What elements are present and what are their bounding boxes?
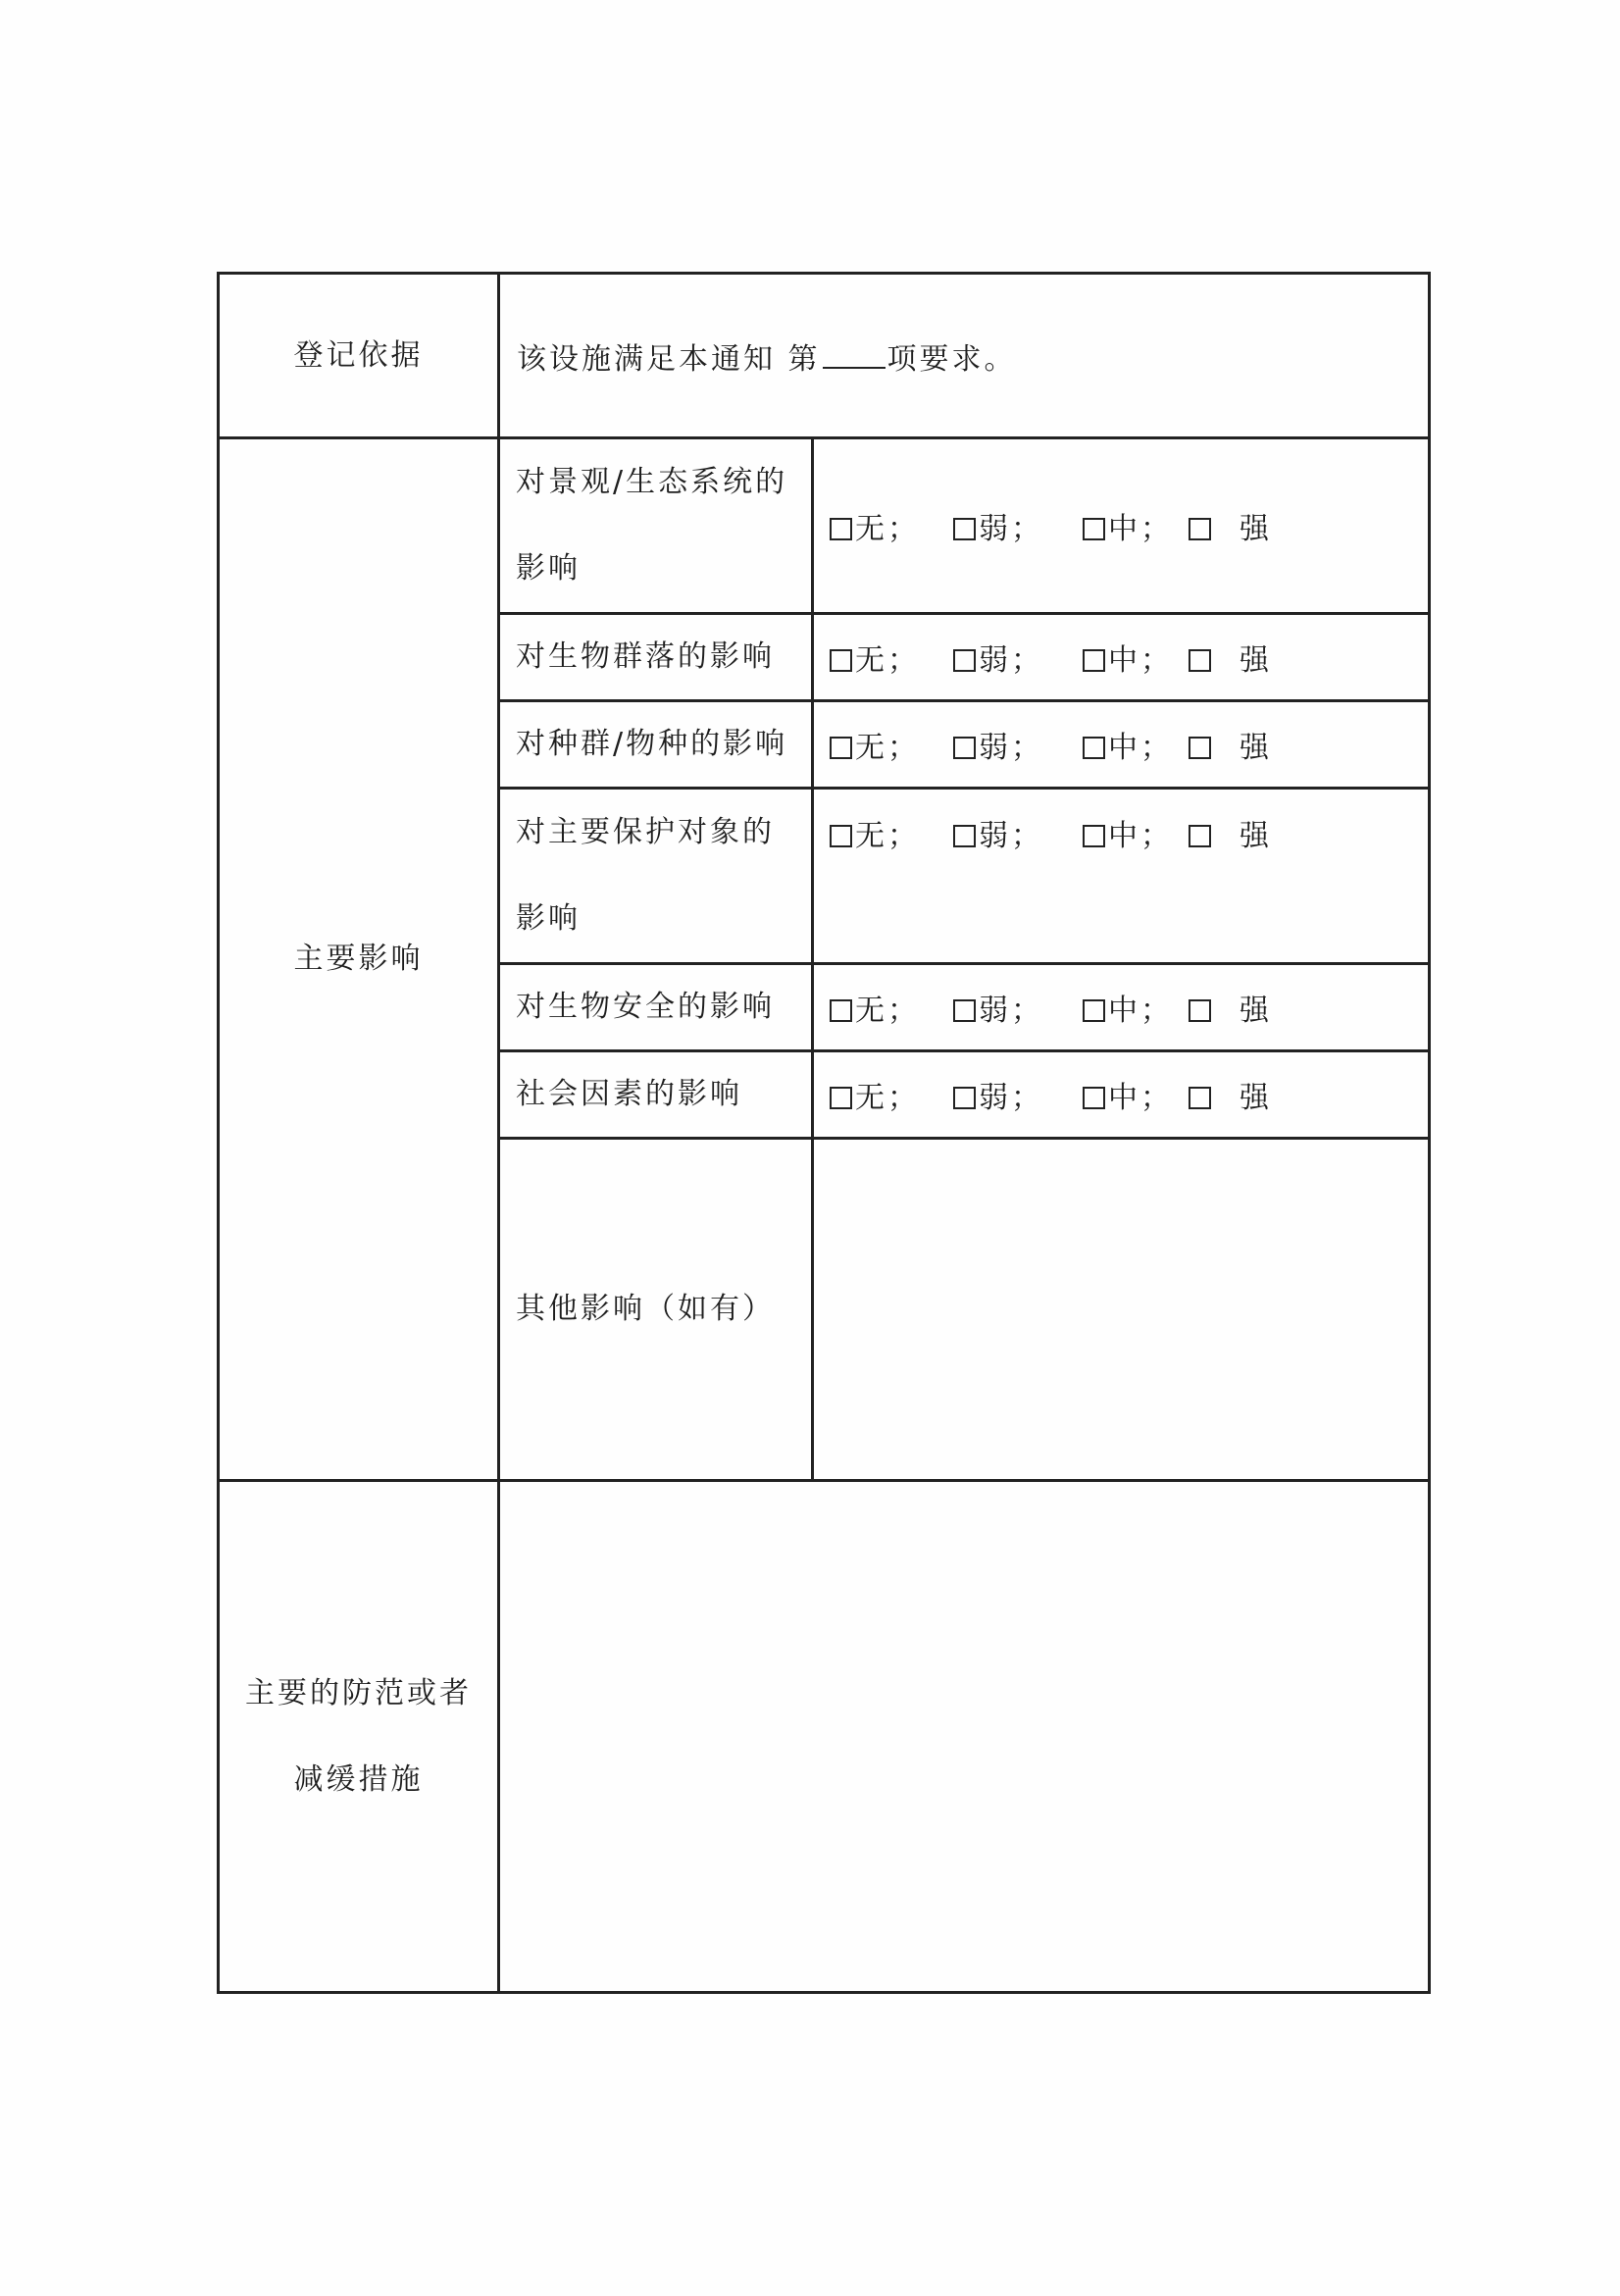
basis-text-before: 该设施满足本通知 第 <box>517 341 821 377</box>
option-label: 弱； <box>979 1081 1043 1115</box>
basis-row <box>219 274 1430 438</box>
checkbox[interactable] <box>1189 999 1211 1022</box>
checkbox[interactable] <box>1189 518 1211 540</box>
impact-label: 对种群/物种的影响 <box>499 701 813 789</box>
option-strong[interactable] <box>1189 1073 1272 1116</box>
checkbox[interactable] <box>1189 1087 1211 1109</box>
option-none[interactable] <box>830 811 920 854</box>
option-medium[interactable] <box>1083 504 1173 547</box>
checkbox[interactable] <box>953 518 976 540</box>
option-label: 无； <box>855 1081 920 1115</box>
option-none[interactable] <box>830 504 920 547</box>
checkbox[interactable] <box>1083 518 1105 540</box>
impacts-label: 主要影响 <box>219 438 499 1481</box>
option-weak[interactable] <box>953 504 1043 547</box>
option-label: 无； <box>855 731 920 765</box>
measures-label-line1: 主要的防范或者 <box>245 1675 472 1710</box>
checkbox[interactable] <box>830 518 852 540</box>
option-weak[interactable] <box>953 811 1043 854</box>
checkbox[interactable] <box>953 737 976 759</box>
checkbox[interactable] <box>1083 999 1105 1022</box>
option-label: 弱； <box>979 994 1043 1028</box>
impact-label: 对生物安全的影响 <box>499 964 813 1051</box>
checkbox[interactable] <box>1083 825 1105 847</box>
option-none[interactable] <box>830 723 920 766</box>
basis-label: 登记依据 <box>219 274 499 438</box>
option-label: 中； <box>1108 994 1173 1028</box>
option-none[interactable] <box>830 986 920 1029</box>
impact-label-line1: 对主要保护对象的 <box>516 815 775 849</box>
option-label: 弱； <box>979 731 1043 765</box>
option-none[interactable] <box>830 636 920 679</box>
checkbox[interactable] <box>953 825 976 847</box>
checkbox[interactable] <box>830 825 852 847</box>
checkbox[interactable] <box>830 737 852 759</box>
option-label: 中； <box>1108 731 1173 765</box>
checkbox[interactable] <box>1083 737 1105 759</box>
option-label: 中； <box>1108 819 1173 853</box>
option-label: 无； <box>855 819 920 853</box>
option-medium[interactable] <box>1083 723 1173 766</box>
option-label: 强 <box>1240 819 1272 853</box>
option-medium[interactable] <box>1083 986 1173 1029</box>
option-medium[interactable] <box>1083 811 1173 854</box>
impact-options <box>813 438 1430 614</box>
impact-options <box>813 614 1430 701</box>
option-strong[interactable] <box>1189 811 1272 854</box>
checkbox[interactable] <box>953 999 976 1022</box>
measures-label <box>219 1481 499 1993</box>
option-weak[interactable] <box>953 1073 1043 1116</box>
impact-label: 对生物群落的影响 <box>499 614 813 701</box>
item-number-blank[interactable] <box>823 337 886 369</box>
checkbox[interactable] <box>830 999 852 1022</box>
impact-options <box>813 701 1430 789</box>
basis-content <box>499 274 1430 438</box>
impact-label: 社会因素的影响 <box>499 1051 813 1139</box>
checkbox[interactable] <box>1189 737 1211 759</box>
checkbox[interactable] <box>953 1087 976 1109</box>
option-weak[interactable] <box>953 723 1043 766</box>
impact-label-line1: 对景观/生态系统的 <box>516 465 788 499</box>
option-label: 强 <box>1240 512 1272 546</box>
option-label: 强 <box>1240 731 1272 765</box>
impact-label-line2: 影响 <box>516 551 581 586</box>
checkbox[interactable] <box>1083 1087 1105 1109</box>
impact-options <box>813 789 1430 964</box>
option-strong[interactable] <box>1189 723 1272 766</box>
option-weak[interactable] <box>953 986 1043 1029</box>
option-label: 弱； <box>979 512 1043 546</box>
checkbox[interactable] <box>953 649 976 672</box>
measures-input[interactable] <box>499 1481 1430 1993</box>
other-impact-label: 其他影响（如有） <box>499 1139 813 1481</box>
option-none[interactable] <box>830 1073 920 1116</box>
impact-label <box>499 789 813 964</box>
checkbox[interactable] <box>1083 649 1105 672</box>
option-medium[interactable] <box>1083 636 1173 679</box>
option-label: 强 <box>1240 643 1272 678</box>
option-label: 强 <box>1240 1081 1272 1115</box>
measures-label-line2: 减缓措施 <box>293 1761 424 1797</box>
option-weak[interactable] <box>953 636 1043 679</box>
option-label: 无； <box>855 994 920 1028</box>
option-medium[interactable] <box>1083 1073 1173 1116</box>
option-strong[interactable] <box>1189 986 1272 1029</box>
measures-row <box>219 1481 1430 1993</box>
option-label: 强 <box>1240 994 1272 1028</box>
option-label: 中； <box>1108 512 1173 546</box>
registration-form-table <box>217 272 1431 1994</box>
option-label: 中； <box>1108 1081 1173 1115</box>
impact-row <box>219 438 1430 614</box>
option-label: 弱； <box>979 819 1043 853</box>
impact-options <box>813 964 1430 1051</box>
basis-text-after: 项要求。 <box>886 341 1017 377</box>
option-label: 无； <box>855 512 920 546</box>
option-strong[interactable] <box>1189 504 1272 547</box>
option-strong[interactable] <box>1189 636 1272 679</box>
option-label: 无； <box>855 643 920 678</box>
option-label: 弱； <box>979 643 1043 678</box>
checkbox[interactable] <box>830 1087 852 1109</box>
checkbox[interactable] <box>830 649 852 672</box>
checkbox[interactable] <box>1189 825 1211 847</box>
impact-label-line2: 影响 <box>516 901 581 936</box>
impact-options <box>813 1051 1430 1139</box>
other-impact-input[interactable] <box>813 1139 1430 1481</box>
checkbox[interactable] <box>1189 649 1211 672</box>
impact-label <box>499 438 813 614</box>
option-label: 中； <box>1108 643 1173 678</box>
